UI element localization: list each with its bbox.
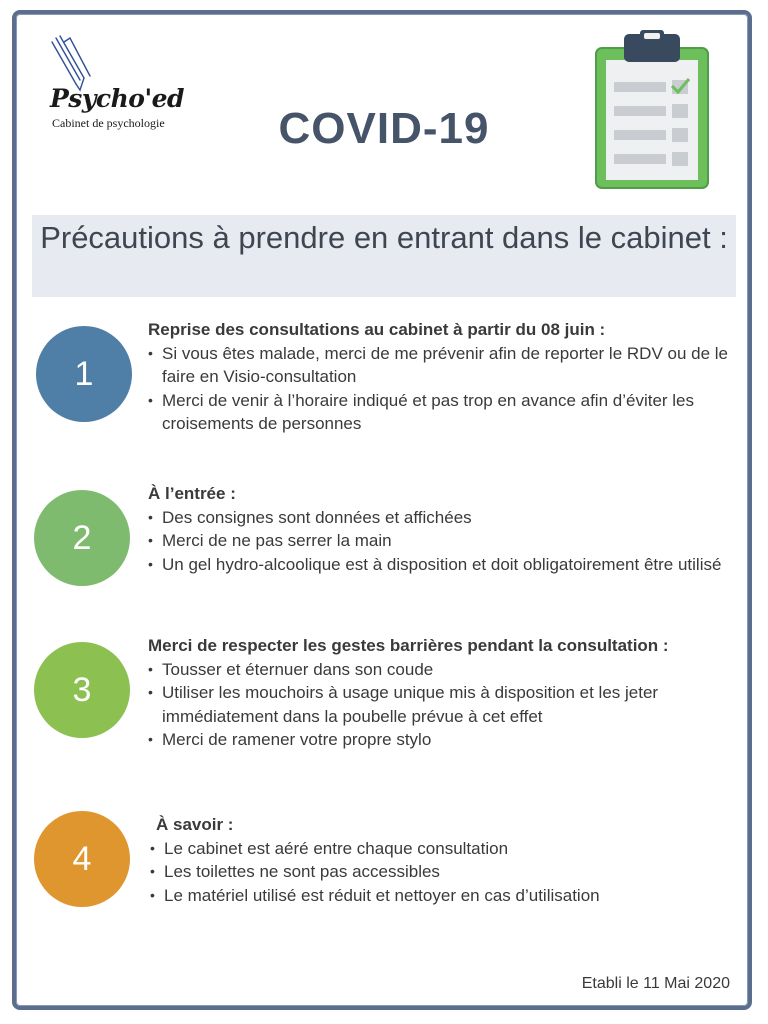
- step-number-badge: 1: [36, 326, 132, 422]
- step-number-badge: 4: [34, 811, 130, 907]
- list-item: • Merci de venir à l’horaire indiqué et pas trop en avance afin d’éviter les croisements de personnes: [148, 389, 738, 436]
- list-item: • Le matériel utilisé est réduit et nettoyer en cas d’utilisation: [150, 884, 740, 908]
- list-item: • Tousser et éternuer dans son coude: [148, 658, 738, 682]
- section-content: [148, 318, 738, 436]
- list-item: • Les toilettes ne sont pas accessibles: [150, 860, 740, 884]
- section-title: Reprise des consultations au cabinet à partir du 08 juin :: [148, 320, 606, 339]
- list-item: • Des consignes sont données et affichées: [148, 506, 738, 530]
- section-content: [150, 813, 740, 907]
- step-number-badge: 2: [34, 490, 130, 586]
- list-item: • Merci de ramener votre propre stylo: [148, 728, 738, 752]
- established-date: Etabli le 11 Mai 2020: [581, 975, 730, 992]
- logo-subtitle: Cabinet de psychologie: [52, 116, 165, 130]
- list-item: • Utiliser les mouchoirs à usage unique mis à disposition et les jeter immédiatement dans la poubelle prévue à cet effet: [148, 681, 738, 728]
- clipboard-checklist-icon: [590, 26, 712, 192]
- section-title: À savoir :: [156, 815, 234, 834]
- precautions-banner: Précautions à prendre en entrant dans le cabinet :: [32, 215, 736, 297]
- section-content: [148, 482, 738, 576]
- list-item: • Merci de ne pas serrer la main: [148, 529, 738, 553]
- step-number-badge: 3: [34, 642, 130, 738]
- section-title: À l’entrée :: [148, 484, 236, 503]
- list-item: • Si vous êtes malade, merci de me prévenir afin de reporter le RDV ou de le faire en Visio-consultation: [148, 342, 738, 389]
- pen-icon: [50, 32, 110, 92]
- section-content: [148, 634, 738, 752]
- logo-brand: Psycho'ed: [50, 84, 185, 113]
- page-title: COVID-19: [278, 104, 490, 153]
- list-item: • Un gel hydro-alcoolique est à disposition et doit obligatoirement être utilisé: [148, 553, 738, 577]
- list-item: • Le cabinet est aéré entre chaque consultation: [150, 837, 740, 861]
- section-title: Merci de respecter les gestes barrières pendant la consultation :: [148, 636, 669, 655]
